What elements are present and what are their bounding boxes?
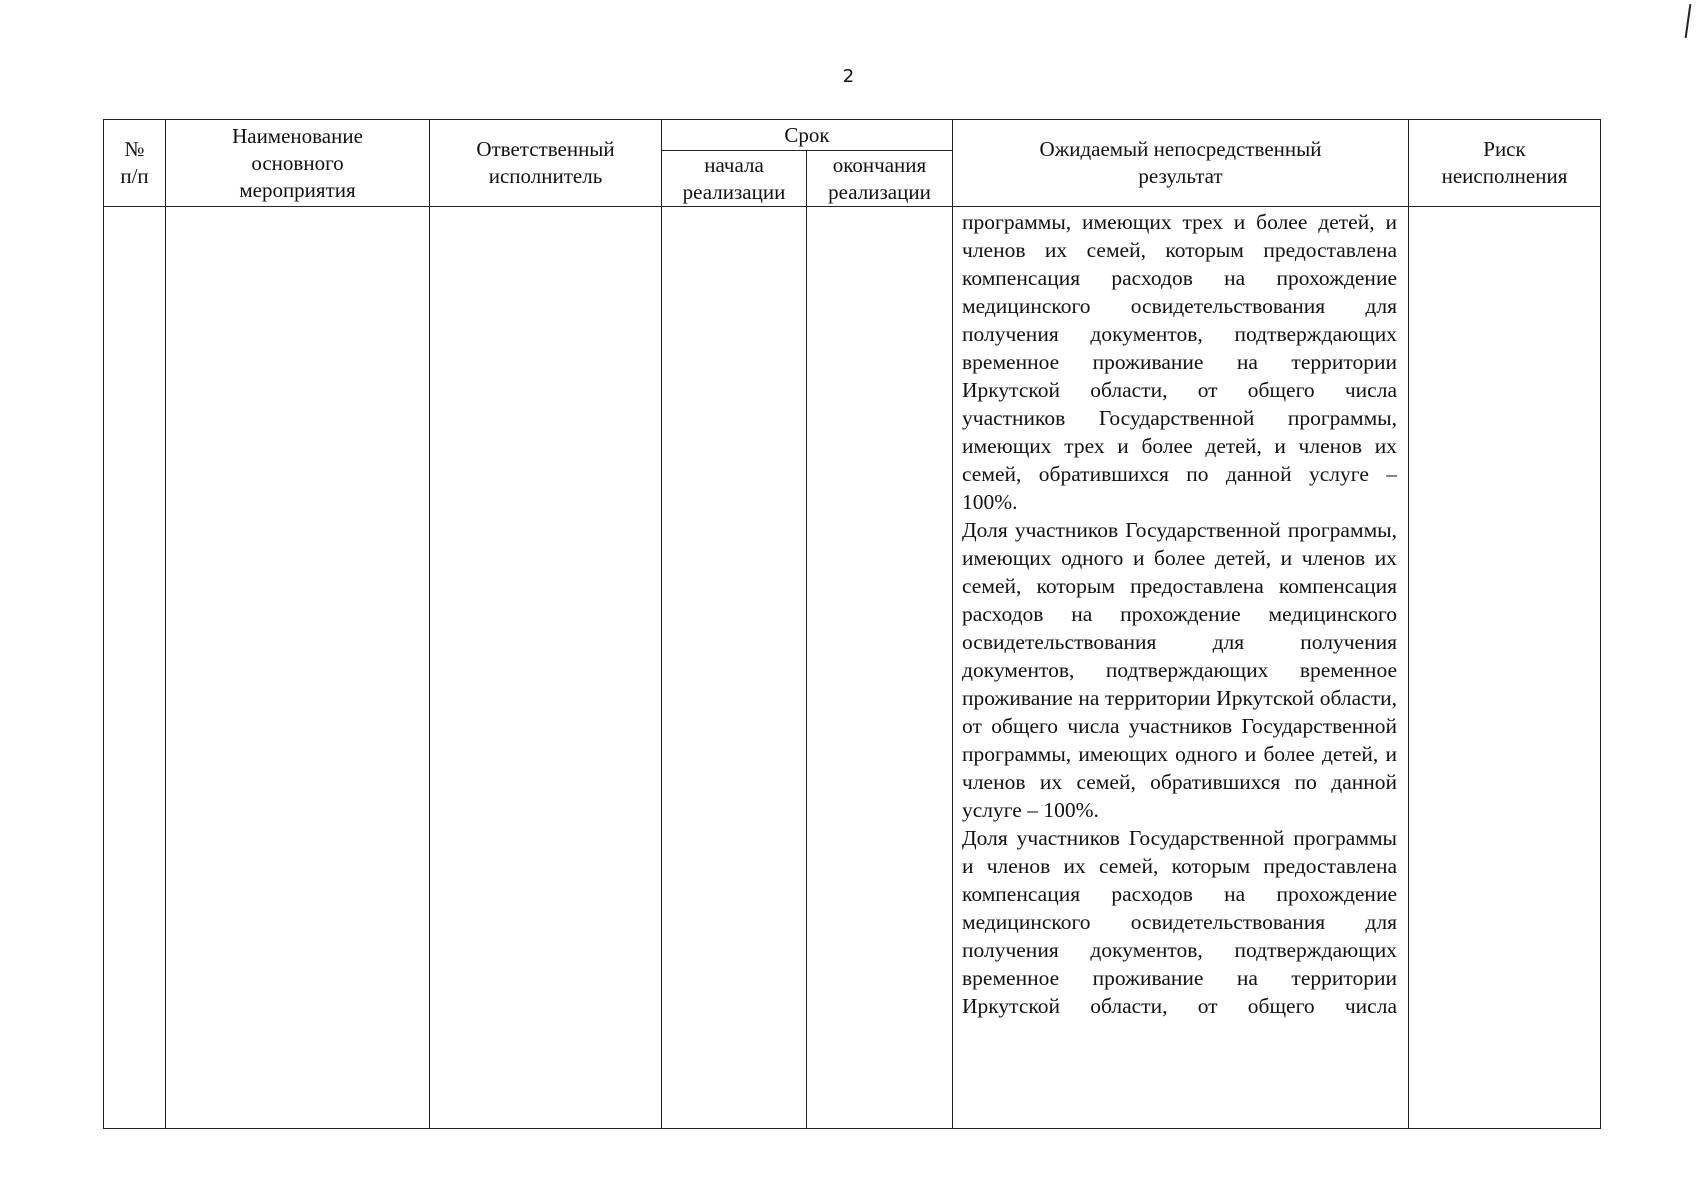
cell-number — [104, 207, 166, 1129]
header-expected-result: Ожидаемый непосредственный результат — [953, 120, 1409, 207]
table-row — [104, 207, 1601, 1129]
cell-activity-name — [166, 207, 430, 1129]
cell-start — [662, 207, 807, 1129]
table-header — [104, 120, 1601, 207]
cell-responsible-executor — [430, 207, 662, 1129]
header-term: Срок — [662, 120, 953, 151]
cell-end — [807, 207, 953, 1129]
result-paragraph: программы, имеющих трех и более детей, и членов их семей, которым предоставлена компенсация расходов на прохождение медицинского освидетельствования для получения документов, подтверждающих временное проживание на территории Иркутской области, от общего числа участников Государственной программы, имеющих трех и более детей, и членов их семей, обратившихся по данной услуге – 100%. — [962, 210, 1397, 514]
cell-expected-result — [953, 207, 1409, 1129]
header-risk: Риск неисполнения — [1409, 120, 1601, 207]
header-activity-name: Наименование основного мероприятия — [166, 120, 430, 207]
header-number: № п/п — [104, 120, 166, 207]
header-end: окончания реализации — [807, 151, 953, 207]
scan-pen-mark — [1685, 4, 1692, 38]
result-paragraph: Доля участников Государственной программы, имеющих одного и более детей, и членов их семей, которым предоставлена компенсация расходов на прохождение медицинского освидетельствования для получения документов, подтверждающих временное проживание на территории Иркутской области, от общего числа участников Государственной программы, имеющих одного и более детей, и членов их семей, обратившихся по данной услуге – 100%. — [962, 518, 1397, 822]
header-responsible-executor: Ответственный исполнитель — [430, 120, 662, 207]
result-paragraph: Доля участников Государственной программы и членов их семей, которым предоставлена компенсация расходов на прохождение медицинского освидетельствования для получения документов, подтверждающих временное проживание на территории Иркутской области, от общего числа — [962, 826, 1397, 1018]
header-start: начала реализации — [662, 151, 807, 207]
page-number: 2 — [842, 66, 855, 87]
program-table — [103, 119, 1601, 1129]
cell-risk — [1409, 207, 1601, 1129]
